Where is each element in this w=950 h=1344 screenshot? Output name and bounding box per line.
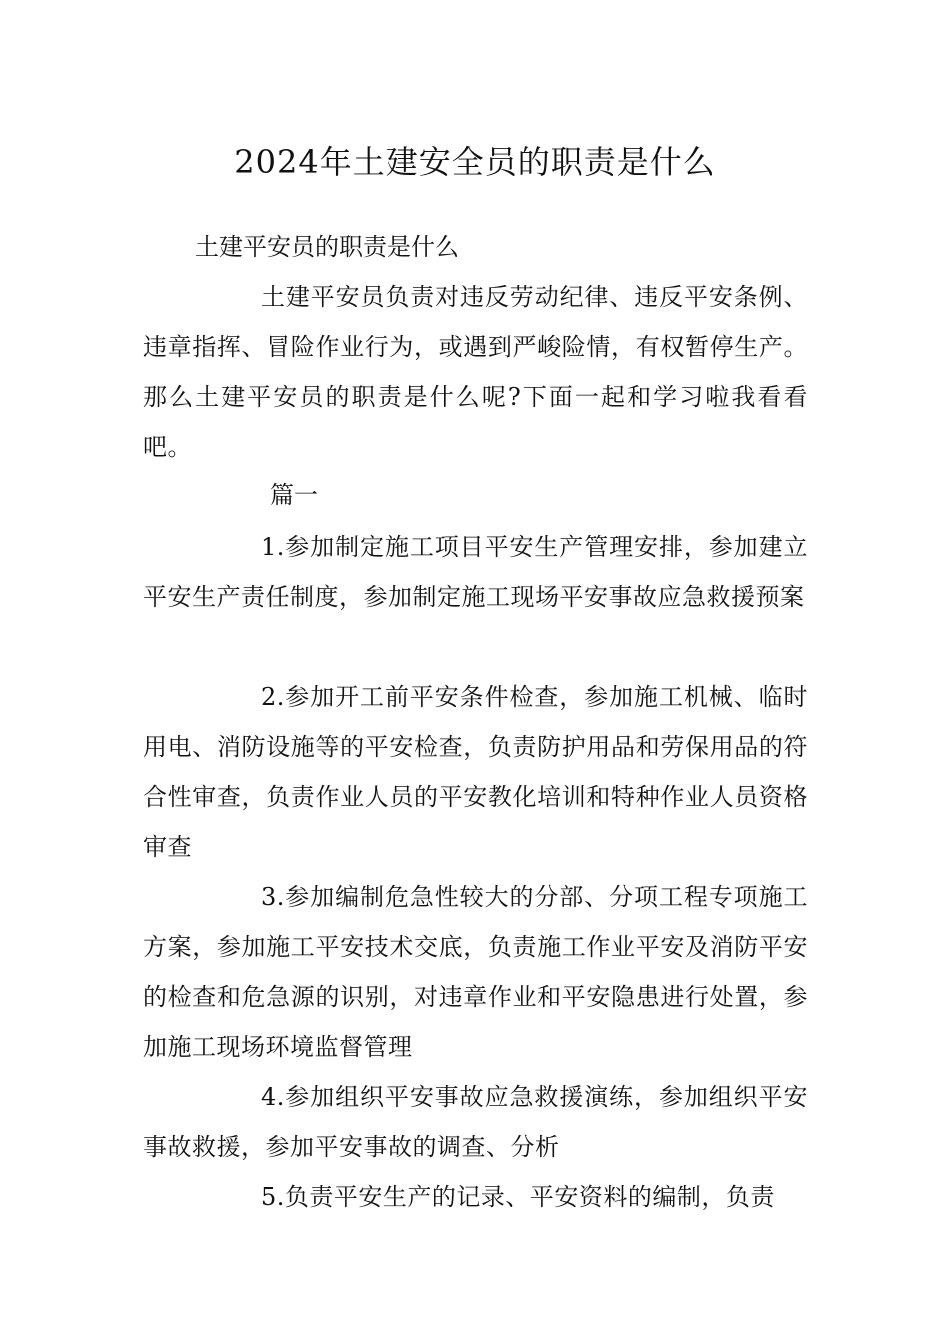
intro-paragraph: 土建平安员负责对违反劳动纪律、违反平安条例、违章指挥、冒险作业行为，或遇到严峻险情，有权暂停生产。那么土建平安员的职责是什么呢?下面一起和学习啦我看看吧。: [143, 283, 808, 461]
list-item: 5.负责平安生产的记录、平安资料的编制，负责: [261, 1183, 775, 1211]
document-subtitle: 土建平安员的职责是什么: [195, 233, 459, 261]
section-heading: 篇一: [270, 481, 318, 509]
list-item: 3.参加编制危急性较大的分部、分项工程专项施工方案，参加施工平安技术交底，负责施工作业平安及消防平安的检查和危急源的识别，对违章作业和平安隐患进行处置，参加施工现场环境监督管理: [143, 883, 808, 1061]
list-item: 1.参加制定施工项目平安生产管理安排，参加建立平安生产责任制度，参加制定施工现场平安事故应急救援预案: [143, 533, 808, 611]
list-item: 2.参加开工前平安条件检查，参加施工机械、临时用电、消防设施等的平安检查，负责防护用品和劳保用品的符合性审查，负责作业人员的平安教化培训和特种作业人员资格审查: [143, 683, 808, 861]
document-title: 2024年土建安全员的职责是什么: [234, 143, 716, 181]
list-item: 4.参加组织平安事故应急救援演练，参加组织平安事故救援，参加平安事故的调查、分析: [143, 1083, 808, 1161]
